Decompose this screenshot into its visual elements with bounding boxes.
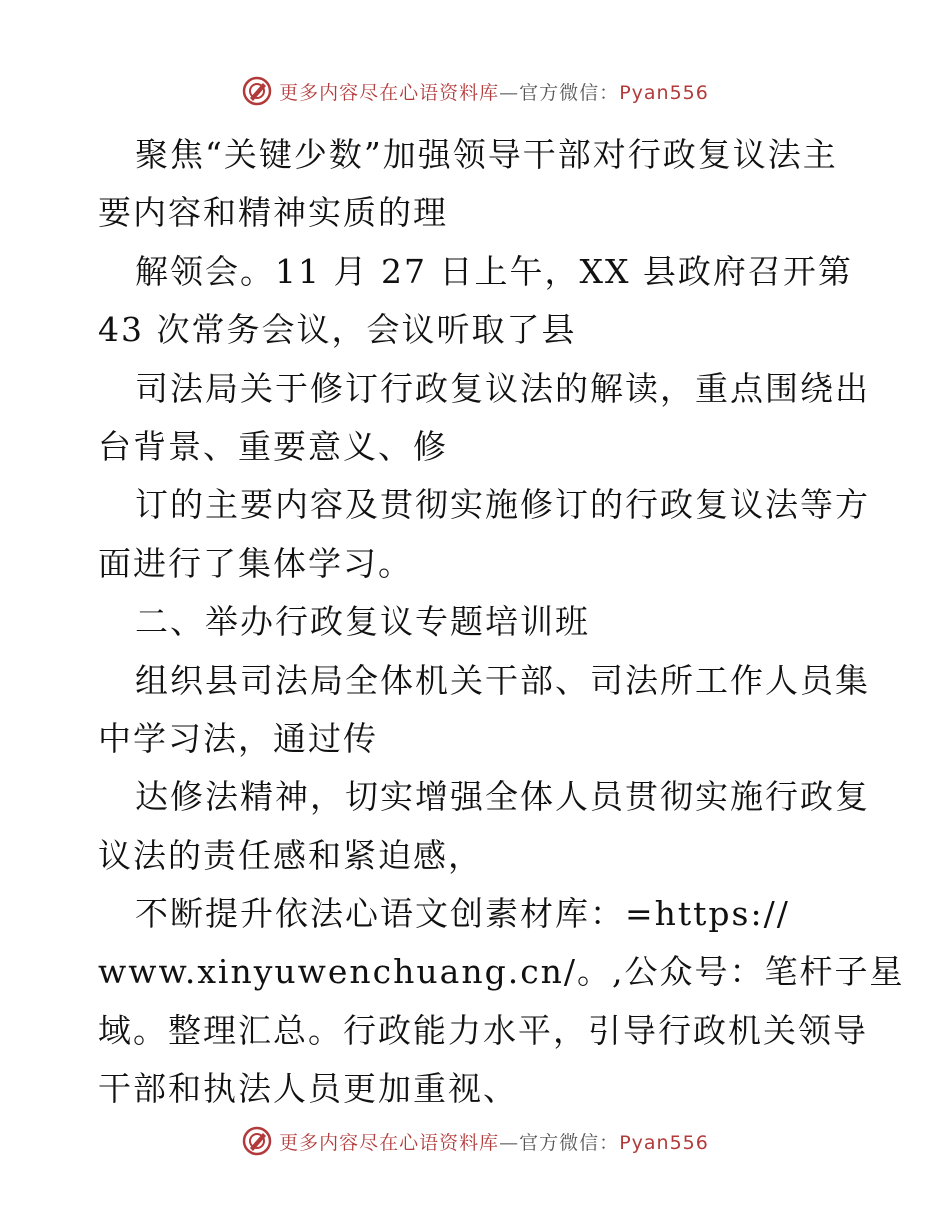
text-line: 域。整理汇总。行政能力水平，引导行政机关领导 xyxy=(98,1010,868,1050)
header-watermark xyxy=(0,74,950,108)
text-line: 台背景、重要意义、修 xyxy=(98,426,448,466)
text-line: www.xinyuwenchuang.cn/。,公众号：笔杆子星 xyxy=(98,952,905,992)
text-line: 订的主要内容及贯彻实施修订的行政复议法等方 xyxy=(135,485,870,525)
text-line: 解领会。11 月 27 日上午，XX 县政府召开第 xyxy=(135,251,853,291)
watermark-text xyxy=(279,78,709,105)
watermark-main: 更多内容尽在心语资料库 xyxy=(279,81,500,104)
text-line: 聚焦“关键少数”加强领导干部对行政复议法主 xyxy=(135,135,838,174)
watermark-text xyxy=(279,1128,709,1155)
footer-watermark xyxy=(0,1124,950,1158)
text-line: 达修法精神，切实增强全体人员贯彻实施行政复 xyxy=(135,777,870,817)
pen-logo-icon xyxy=(241,1125,273,1157)
text-line: 组织县司法局全体机关干部、司法所工作人员集 xyxy=(135,660,870,700)
watermark-label: 官方微信： xyxy=(519,81,620,104)
text-line: 中学习法，通过传 xyxy=(98,718,378,758)
text-line: 干部和执法人员更加重视、 xyxy=(98,1069,518,1109)
text-line: 不断提升依法心语文创素材库：=https:// xyxy=(135,894,790,934)
text-line: 要内容和精神实质的理 xyxy=(98,193,448,233)
watermark-id: Pyan556 xyxy=(619,81,709,104)
watermark-label: 官方微信： xyxy=(519,1131,620,1154)
text-line: 议法的责任感和紧迫感， xyxy=(98,835,483,875)
text-line: 司法局关于修订行政复议法的解读，重点围绕出 xyxy=(135,368,870,408)
text-line: 43 次常务会议，会议听取了县 xyxy=(98,310,577,350)
text-line: 面进行了集体学习。 xyxy=(98,543,413,583)
pen-logo-icon xyxy=(241,75,273,107)
watermark-separator: — xyxy=(499,81,520,104)
watermark-main: 更多内容尽在心语资料库 xyxy=(279,1131,500,1154)
section-heading: 二、举办行政复议专题培训班 xyxy=(135,602,590,642)
document-body xyxy=(98,126,905,1119)
watermark-id: Pyan556 xyxy=(619,1131,709,1154)
watermark-separator: — xyxy=(499,1131,520,1154)
